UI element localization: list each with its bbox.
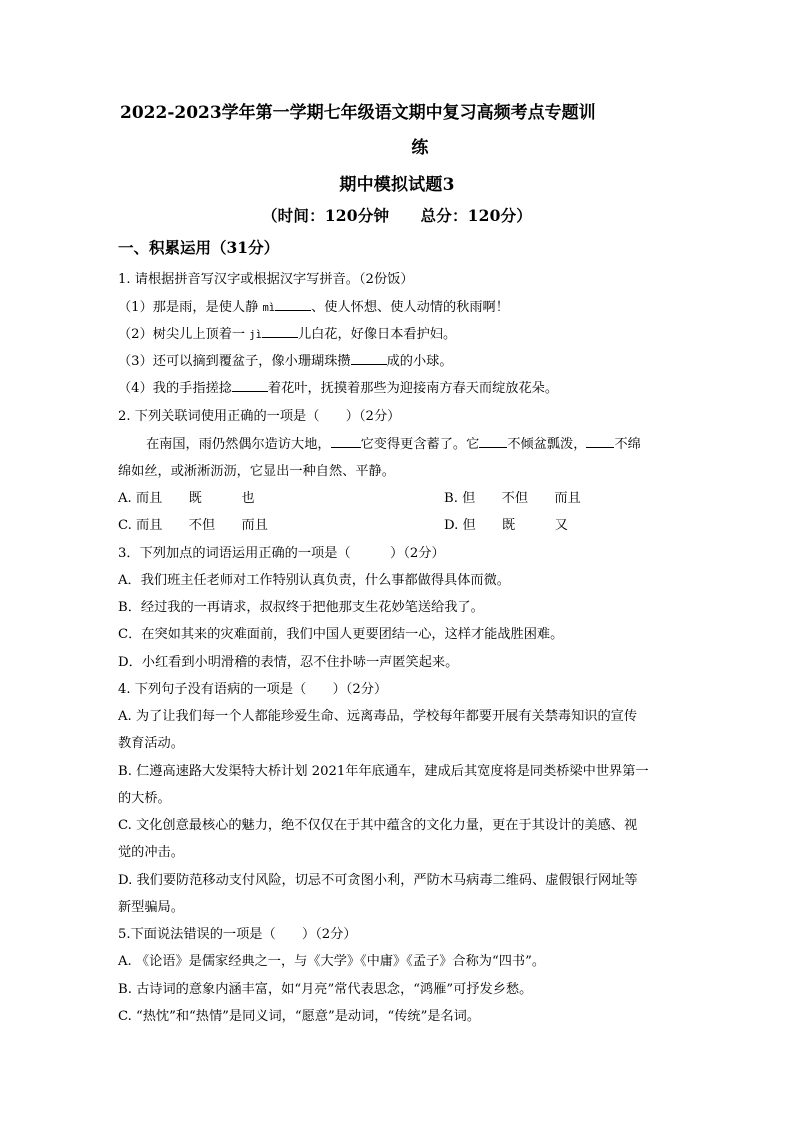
q2-option-a: A. 而且 既 也: [118, 491, 255, 506]
q1-item1: （1）那是雨，是使人静 mì 、使人怀想、使人动情的秋雨啊！: [118, 300, 509, 315]
pinyin-hint: jì: [249, 329, 262, 341]
time-score-info: （时间：120分钟 总分：120分）: [261, 206, 532, 225]
answer-blank: [479, 435, 507, 448]
q4-option-b-cont: 的大桥。: [118, 791, 171, 806]
q4-option-a: A. 为了让我们每一个人都能珍爱生命、远离毒品，学校每年都要开展有关禁毒知识的宣传: [118, 709, 638, 724]
q2-option-b: B. 但 不但 而且: [444, 491, 581, 506]
q5-option-b: B. 古诗词的意象内涵丰富，如“月亮”常代表思念，“鸿雁”可抒发乡愁。: [118, 982, 533, 997]
q4-option-b: B. 仁遵高速路大发渠特大桥计划 2021年年底通车，建成后其宽度将是同类桥梁中世界第一: [118, 764, 649, 779]
q5-stem: 5.下面说法错误的一项是（ ）（2分）: [118, 927, 357, 942]
q5-option-a: A. 《论语》是儒家经典之一，与《大学》《中庸》《孟子》合称为“四书”。: [118, 954, 546, 969]
answer-blank: [331, 435, 361, 448]
q4-option-c-cont: 觉的冲击。: [118, 845, 184, 860]
q2-passage-line2: 绵如丝，或淅淅沥沥，它显出一种自然、平静。: [118, 464, 395, 479]
section-heading: 一、积累运用（31分）: [118, 238, 280, 257]
answer-blank: [262, 325, 298, 338]
doc-title-line2: 练: [411, 138, 429, 158]
q3-option-a: A．我们班主任老师对工作特别认真负责，什么事都做得具体而微。: [118, 573, 510, 588]
q1-item2: （2）树尖儿上顶着一 jì 儿白花，好像日本看护妇。: [118, 327, 457, 342]
q5-option-c: C. “热忱”和“热情”是同义词，“愿意”是动词，“传统”是名词。: [118, 1009, 481, 1024]
q3-option-d: D．小红看到小明滑稽的表情，忍不住扑哧一声匿笑起来。: [118, 655, 459, 670]
doc-title-line1: 2022-2023学年第一学期七年级语文期中复习高频考点专题训: [120, 103, 596, 123]
q2-option-c: C. 而且 不但 而且: [118, 518, 268, 533]
answer-blank: [351, 352, 387, 365]
q3-stem: 3．下列加点的词语运用正确的一项是（ ）（2分）: [118, 546, 445, 561]
q4-option-d-cont: 新型骗局。: [118, 900, 184, 915]
answer-blank: [586, 435, 614, 448]
q2-passage-line1: 在南国，雨仍然偶尔造访大地， 它变得更含蓄了。它 不倾盆瓢泼， 不绵: [146, 437, 641, 452]
q1-item4: （4）我的手指搓捻 着花叶，抚摸着那些为迎接南方春天而绽放花朵。: [118, 381, 559, 396]
answer-blank: [232, 379, 268, 392]
q4-option-d: D. 我们要防范移动支付风险，切忌不可贪图小利，严防木马病毒二维码、虚假银行网址等: [118, 873, 638, 888]
q4-option-a-cont: 教育活动。: [118, 736, 184, 751]
q1-item3: （3）还可以摘到覆盆子，像小珊瑚珠攒 成的小球。: [118, 354, 453, 369]
q2-option-d: D. 但 既 又: [444, 518, 568, 533]
q1-stem: 1. 请根据拼音写汉字或根据汉字写拼音。（2份饭）: [118, 272, 414, 287]
q3-option-b: B．经过我的一再请求，叔叔终于把他那支生花妙笔送给我了。: [118, 600, 484, 615]
doc-subtitle: 期中模拟试题3: [339, 175, 455, 195]
q4-stem: 4. 下列句子没有语病的一项是（ ）（2分）: [118, 682, 388, 697]
q4-option-c: C. 文化创意最核心的魅力，绝不仅仅在于其中蕴含的文化力量，更在于其设计的美感、视: [118, 818, 638, 833]
q2-stem: 2. 下列关联词使用正确的一项是（ ）（2分）: [118, 409, 401, 424]
q3-option-c: C．在突如其来的灾难面前，我们中国人更要团结一心，这样才能战胜困难。: [118, 627, 564, 642]
pinyin-hint: mì: [262, 302, 276, 314]
answer-blank: [275, 298, 311, 311]
